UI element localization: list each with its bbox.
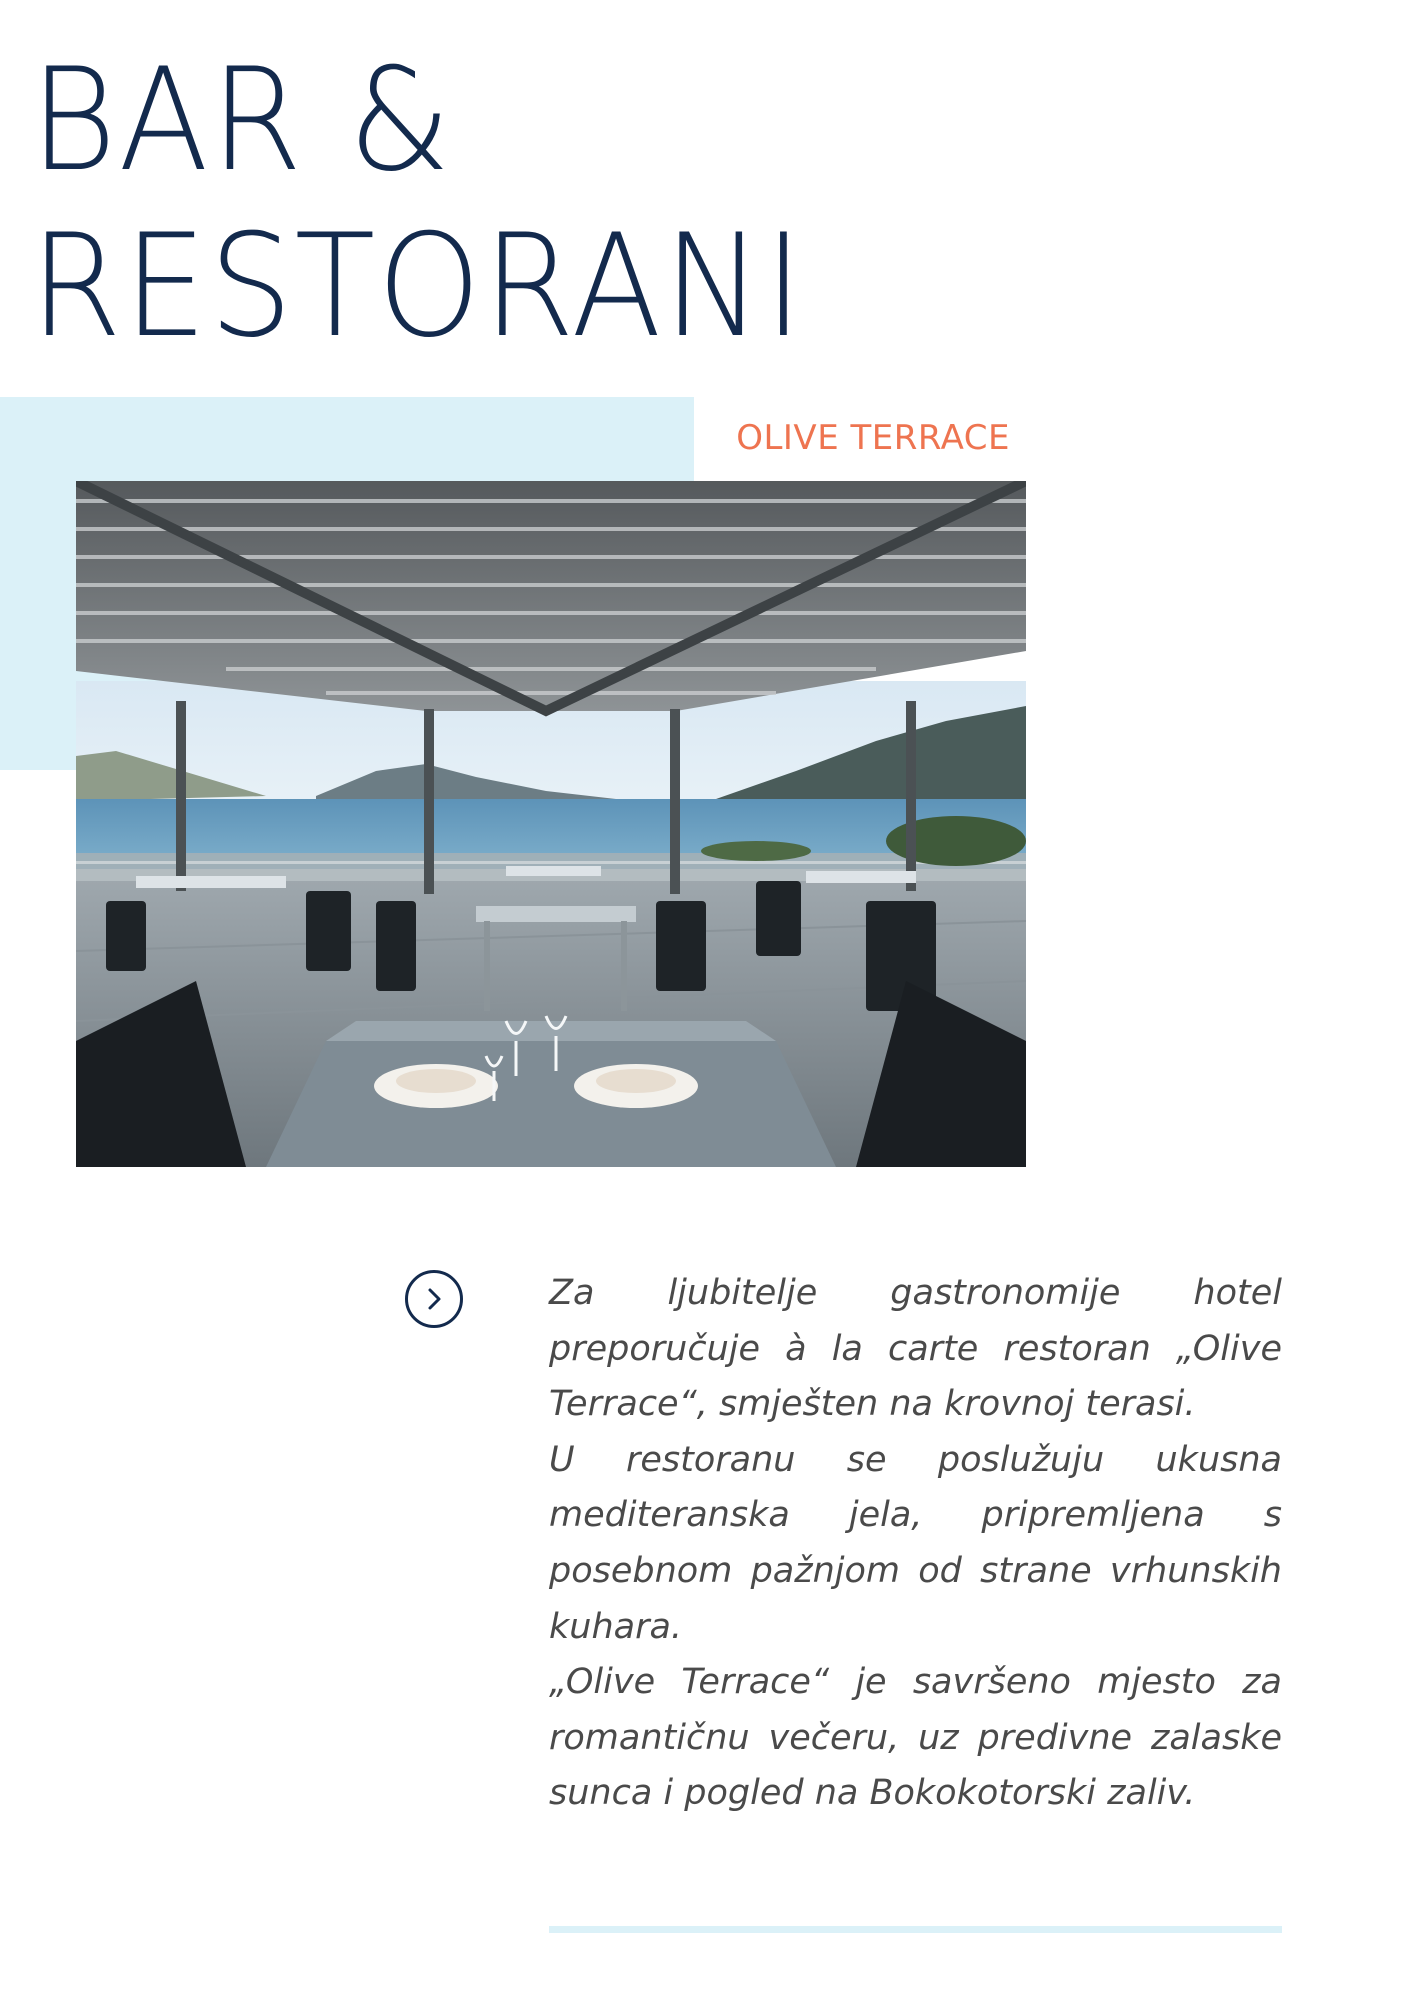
page-title xyxy=(30,38,805,370)
read-more-button[interactable] xyxy=(404,1269,464,1329)
divider-line xyxy=(549,1926,1282,1933)
chevron-right-icon xyxy=(404,1269,464,1329)
description-text xyxy=(549,1266,1282,1822)
section-label: OLIVE TERRACE xyxy=(736,418,1010,458)
restaurant-photo xyxy=(76,481,1026,1167)
page-title-line-2: RESTORANI xyxy=(30,204,805,369)
description-paragraph-3: „Olive Terrace“ je savršeno mjesto za romantičnu večeru, uz predivne zalaske sunca i pogled na Bokokotorski zaliv. xyxy=(549,1662,1282,1814)
page-title-line-1: BAR & xyxy=(30,38,453,203)
description-paragraph-2: U restoranu se poslužuju ukusna mediteranska jela, pripremljena s posebnom pažnjom od strane vrhunskih kuhara. xyxy=(549,1439,1282,1647)
description-paragraph-1: Za ljubitelje gastronomije hotel preporučuje à la carte restoran „Olive Terrace“, smješten na krovnoj terasi. xyxy=(549,1273,1282,1425)
